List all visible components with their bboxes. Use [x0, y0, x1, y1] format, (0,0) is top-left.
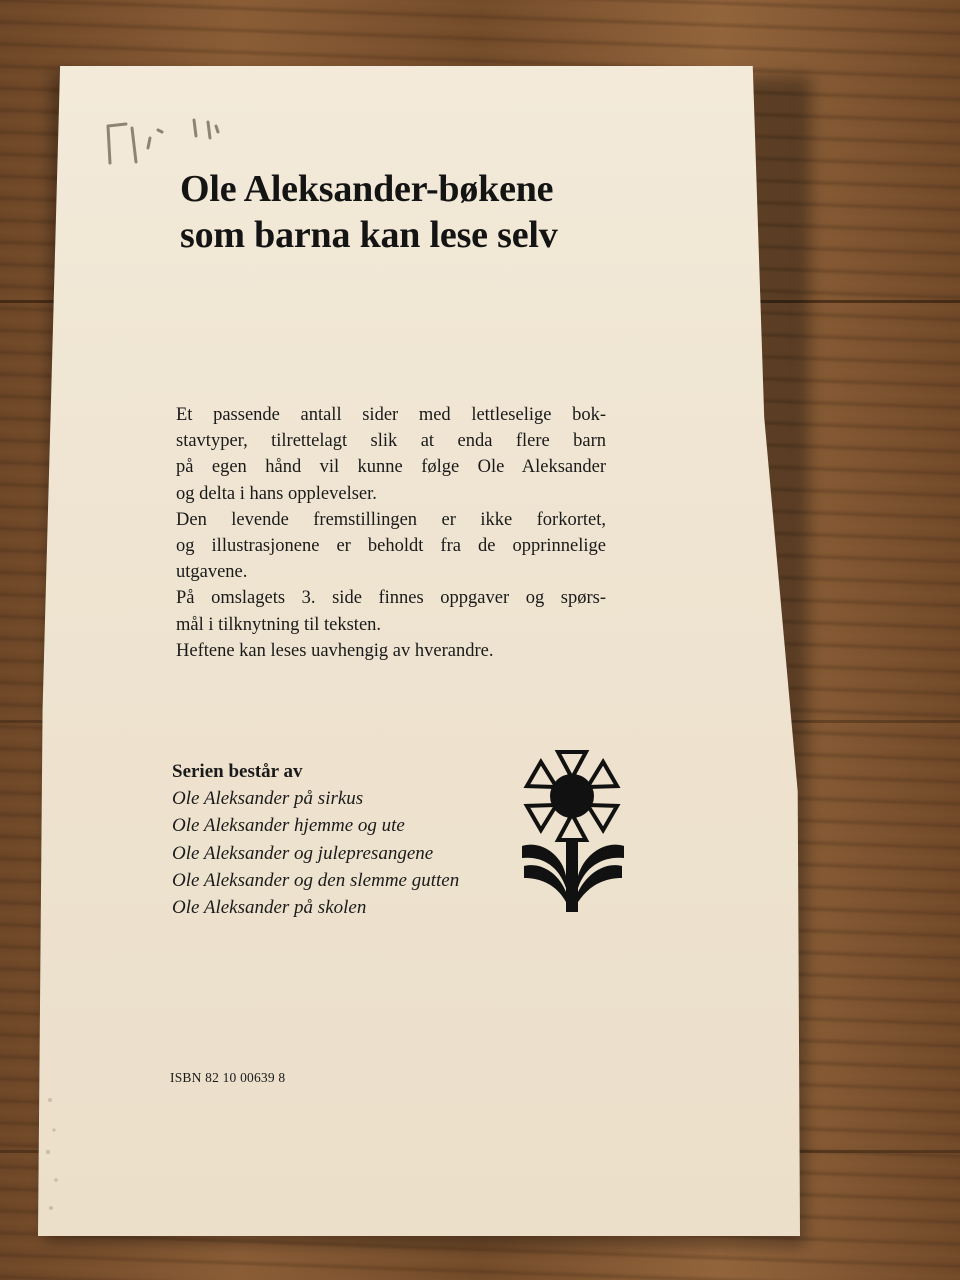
cover-title-line: som barna kan lese selv	[180, 214, 558, 256]
description-line: på egen hånd vil kunne følge Ole Aleksander	[176, 457, 606, 478]
description-paragraph	[176, 402, 606, 664]
description-line: utgavene.	[176, 562, 248, 583]
cover-wear-marks	[42, 1080, 82, 1230]
series-title: Ole Aleksander på skolen	[172, 897, 367, 919]
description-line: Heftene kan leses uavhengig av hverandre.	[176, 640, 494, 661]
description-line: Den levende fremstillingen er ikke forkortet,	[176, 509, 606, 530]
series-heading: Serien består av	[172, 761, 303, 782]
flower-logo-icon	[518, 746, 628, 914]
description-line: Et passende antall sider med lettleselige bok-	[176, 405, 606, 425]
series-title: Ole Aleksander og julepresangene	[172, 842, 434, 864]
series-title: Ole Aleksander og den slemme gutten	[172, 869, 460, 891]
description-line: På omslagets 3. side finnes oppgaver og spørs-	[176, 588, 606, 609]
description-line: og illustrasjonene er beholdt fra de opprinnelige	[176, 536, 606, 557]
description-line: mål i tilknytning til teksten.	[176, 614, 382, 635]
series-title: Ole Aleksander hjemme og ute	[172, 815, 405, 837]
isbn-number: ISBN 82 10 00639 8	[170, 1070, 286, 1085]
series-title: Ole Aleksander på sirkus	[172, 788, 364, 810]
description-line: og delta i hans opplevelser.	[176, 483, 377, 504]
cover-title	[180, 166, 740, 258]
description-line: stavtyper, tilrettelagt slik at enda flere barn	[176, 431, 606, 452]
faded-stamp-mark	[98, 108, 238, 168]
series-list	[172, 758, 532, 921]
cover-title-line: Ole Aleksander-bøkene	[180, 168, 554, 210]
